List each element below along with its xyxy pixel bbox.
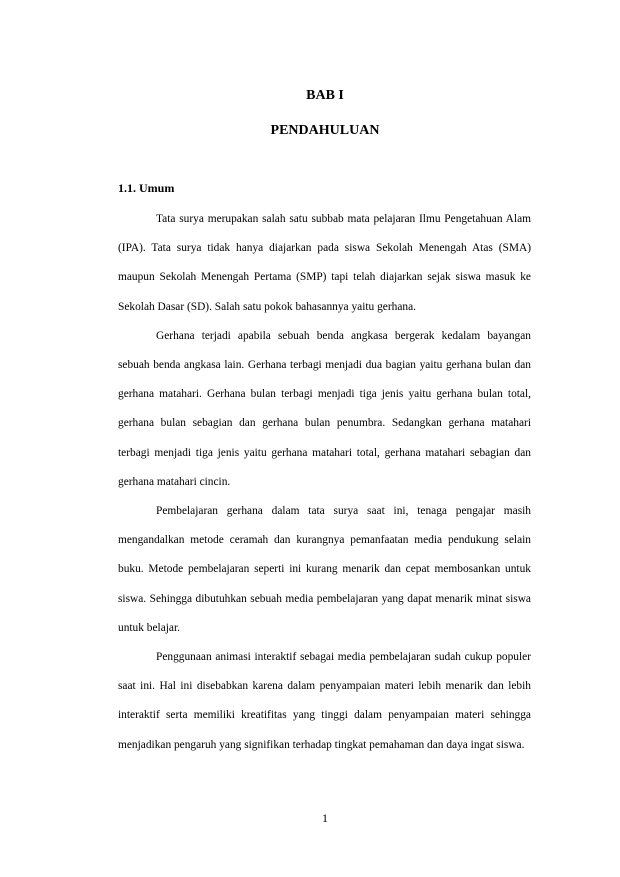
- paragraph: Pembelajaran gerhana dalam tata surya saat ini, tenaga pengajar masih mengandalkan metode ceramah dan kurangnya pemanfaatan media pendukung selain buku. Metode pembelajaran seperti ini kurang menarik dan cepat membosankan untuk siswa. Sehingga dibutuhkan sebuah media pembelajaran yang dapat menarik minat siswa untuk belajar.: [118, 505, 531, 634]
- paragraph: Gerhana terjadi apabila sebuah benda angkasa bergerak kedalam bayangan sebuah benda angkasa lain. Gerhana terbagi menjadi dua bagian yaitu gerhana bulan dan gerhana matahari. Gerhana bulan terbagi menjadi tiga jenis yaitu gerhana bulan total, gerhana bulan sebagian dan gerhana bulan penumbra. Sedangkan gerhana matahari terbagi menjadi tiga jenis yaitu gerhana matahari total, gerhana matahari sebagian dan gerhana matahari cincin.: [118, 329, 531, 488]
- page-number: 1: [322, 811, 328, 825]
- paragraph: Tata surya merupakan salah satu subbab mata pelajaran Ilmu Pengetahuan Alam (IPA). Tata surya tidak hanya diajarkan pada siswa Sekolah Menengah Atas (SMA) maupun Sekolah Menengah Pertama (SMP) tapi telah diajarkan sejak siswa masuk ke Sekolah Dasar (SD). Salah satu pokok bahasannya yaitu gerhana.: [118, 213, 531, 313]
- paragraph: Penggunaan animasi interaktif sebagai media pembelajaran sudah cukup populer saat ini. Hal ini disebabkan karena dalam penyampaian materi lebih menarik dan lebih interaktif serta memiliki kreatifitas yang tinggi dalam penyampaian materi sehingga menjadikan pengaruh yang signifikan terhadap tingkat pemahaman dan daya ingat siswa.: [118, 651, 531, 751]
- chapter-title: PENDAHULUAN: [270, 123, 380, 138]
- chapter-number: BAB I: [306, 88, 344, 103]
- section-heading: 1.1. Umum: [118, 181, 175, 195]
- body-text: [118, 205, 531, 760]
